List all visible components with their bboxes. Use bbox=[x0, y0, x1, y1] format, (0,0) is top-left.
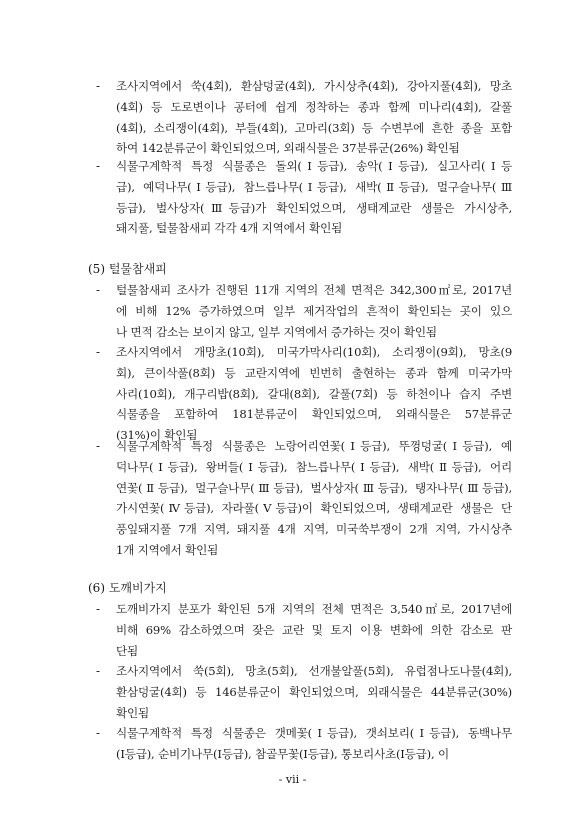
text-line: 확인됨 bbox=[116, 705, 149, 720]
bullet-dash: - bbox=[96, 159, 101, 173]
text-line: 털물참새피 조사가 진행된 11개 지역의 전체 면적은 342,300㎡로, 2017년 bbox=[116, 283, 512, 297]
bullet-dash: - bbox=[96, 664, 101, 678]
bullet-item bbox=[96, 599, 512, 661]
text-line: 돼지풀, 털물참새피 각각 4개 지역에서 확인됨 bbox=[116, 221, 343, 236]
bullet-text bbox=[116, 280, 512, 342]
bullet-dash: - bbox=[96, 79, 101, 93]
bullet-dash: - bbox=[96, 602, 101, 616]
text-line: 식물종을 포함하여 181분류군이 확인되었으며, 외래식물은 57분류군 bbox=[116, 407, 512, 422]
bullet-dash: - bbox=[96, 726, 101, 740]
bullet-item bbox=[96, 723, 512, 765]
text-line: 가시연꽃(Ⅳ등급), 자라풀(Ⅴ등급)이 확인되었으며, 생태계교란 생물은 단 bbox=[116, 501, 512, 516]
text-line: 1개 지역에서 확인됨 bbox=[116, 542, 219, 557]
text-line: 도깨비가지 분포가 확인된 5개 지역의 전체 면적은 3,540㎡로, 2017년에 bbox=[116, 602, 512, 616]
text-line: 회), 큰이삭풀(8회) 등 교란지역에 빈번히 출현하는 종과 함께 미국가막 bbox=[116, 365, 512, 380]
text-line: 식물구계학적 특정 식물종은 갯메꽃(Ⅰ등급), 갯쇠보리(Ⅰ등급), 동백나무 bbox=[116, 726, 512, 740]
bullet-text bbox=[116, 599, 512, 661]
bullet-item bbox=[96, 156, 512, 239]
text-line: (4회), 소리쟁이(4회), 부들(4회), 고마리(3회) 등 수변부에 흔한 종을 포함 bbox=[116, 120, 512, 135]
section-heading: (5) 털물참새피 bbox=[88, 262, 167, 276]
bullet-item bbox=[96, 661, 512, 723]
text-line: (4회) 등 도로변이나 공터에 쉽게 정착하는 종과 함께 미나리(4회), 갈풀 bbox=[116, 99, 512, 114]
bullet-dash: - bbox=[96, 345, 101, 359]
text-line: 조사지역에서 쑥(5회), 망초(5회), 선개불알풀(5회), 유럽점나도나물(4회), bbox=[116, 664, 512, 678]
bullet-dash: - bbox=[96, 439, 101, 453]
text-line: 사리(10회), 개구리밥(8회), 갈대(8회), 갈풀(7회) 등 하천이나 습지 주변 bbox=[116, 386, 512, 401]
text-line: 식물구계학적 특정 식물종은 돌외(Ⅰ등급), 송악(Ⅰ등급), 실고사리(Ⅰ등 bbox=[116, 159, 512, 173]
bullet-text bbox=[116, 342, 512, 446]
bullet-text bbox=[116, 76, 512, 159]
text-line: 연꽃(Ⅱ등급), 멀구슬나무(Ⅲ등급), 벌사상자(Ⅲ등급), 탱자나무(Ⅲ등급), bbox=[116, 480, 512, 495]
bullet-text bbox=[116, 156, 512, 239]
text-line: 환삼덩굴(4회) 등 146분류군이 확인되었으며, 외래식물은 44분류군(30%) bbox=[116, 684, 512, 699]
text-line: 조사지역에서 쑥(4회), 환삼덩굴(4회), 가시상추(4회), 강아지풀(4회), 망초 bbox=[116, 79, 512, 93]
text-line: 에 비해 12% 증가하였으며 일부 제거작업의 흔적이 확인되는 곳이 있으 bbox=[116, 303, 512, 318]
text-line: 나 면적 감소는 보이지 않고, 일부 지역에서 증가하는 것이 확인됨 bbox=[116, 324, 437, 339]
bullet-text bbox=[116, 436, 512, 561]
text-line: 조사지역에서 개망초(10회), 미국가막사리(10회), 소리쟁이(9회), 망초(9 bbox=[116, 345, 512, 359]
bullet-text bbox=[116, 661, 512, 723]
text-line: 풍잎돼지풀 7개 지역, 돼지풀 4개 지역, 미국쑥부쟁이 2개 지역, 가시상추 bbox=[116, 522, 512, 537]
text-line: 단됨 bbox=[116, 643, 138, 658]
text-line: (Ⅰ등급), 순비기나무(Ⅰ등급), 참골무꽃(Ⅰ등급), 통보리사초(Ⅰ등급), 이 bbox=[116, 746, 449, 761]
text-line: 식물구계학적 특정 식물종은 노랑어리연꽃(Ⅰ등급), 뚜껑덩굴(Ⅰ등급), 예 bbox=[116, 439, 512, 453]
bullet-item bbox=[96, 76, 512, 159]
page-number: - vii - bbox=[278, 773, 307, 786]
text-line: 등급), 벌사상자(Ⅲ등급)가 확인되었으며, 생태계교란 생물은 가시상추, bbox=[116, 200, 512, 215]
text-line: 하여 142분류군이 확인되었으며, 외래식물은 37분류군(26%) 확인됨 bbox=[116, 141, 460, 156]
text-line: 비해 69% 감소하였으며 잦은 교란 및 토지 이용 변화에 의한 감소로 판 bbox=[116, 622, 512, 637]
section-heading: (6) 도깨비가지 bbox=[88, 581, 167, 595]
bullet-item bbox=[96, 342, 512, 446]
bullet-dash: - bbox=[96, 283, 101, 297]
text-line: 급), 예덕나무(Ⅰ등급), 참느릅나무(Ⅰ등급), 새박(Ⅱ등급), 멀구슬나무(Ⅲ bbox=[116, 179, 512, 194]
text-line: (31%)이 확인됨 bbox=[116, 428, 198, 443]
bullet-text bbox=[116, 723, 512, 765]
bullet-item bbox=[96, 280, 512, 342]
bullet-item bbox=[96, 436, 512, 561]
text-line: 덕나무(Ⅰ등급), 왕버들(Ⅰ등급), 참느릅나무(Ⅰ등급), 새박(Ⅱ등급), 어리 bbox=[116, 459, 512, 474]
